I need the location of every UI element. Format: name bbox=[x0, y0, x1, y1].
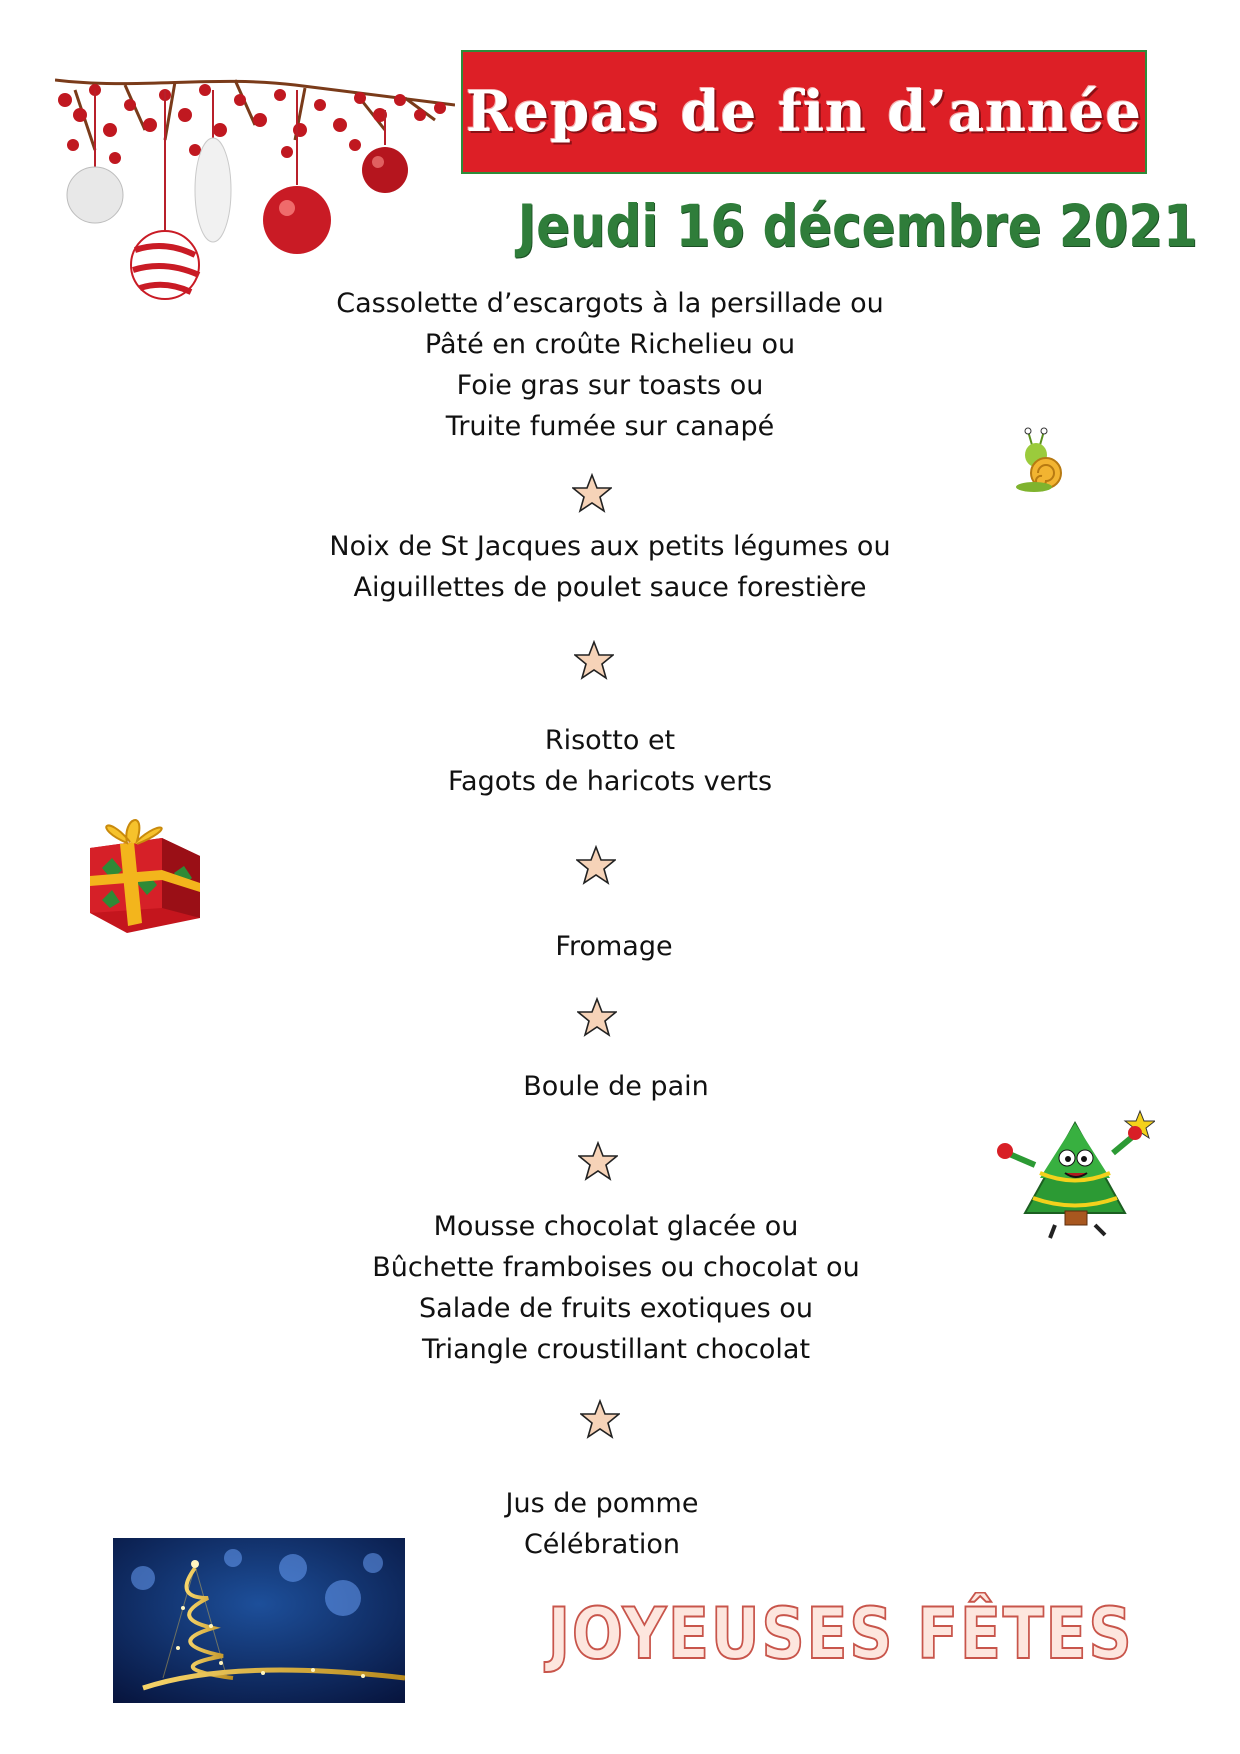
golden-christmas-tree-photo bbox=[113, 1538, 405, 1703]
menu-section-accompagnements bbox=[240, 720, 980, 802]
menu-item: Fagots de haricots verts bbox=[447, 766, 773, 797]
title-banner bbox=[461, 50, 1147, 174]
star-icon bbox=[578, 1141, 618, 1181]
menu-section-fromage bbox=[244, 926, 984, 967]
star-icon bbox=[574, 640, 614, 680]
star-icon bbox=[580, 1399, 620, 1439]
menu-item: Cassolette d’escargots à la persillade ou bbox=[336, 288, 884, 319]
menu-item: Boule de pain bbox=[523, 1071, 709, 1102]
christmas-ornaments-icon bbox=[55, 70, 455, 310]
event-date: Jeudi 16 décembre 2021 bbox=[517, 192, 1198, 260]
menu-item: Foie gras sur toasts ou bbox=[456, 370, 764, 401]
menu-item: Salade de fruits exotiques ou bbox=[419, 1293, 813, 1324]
menu-section-plats bbox=[240, 526, 980, 608]
menu-section-desserts bbox=[246, 1206, 986, 1370]
star-icon bbox=[577, 997, 617, 1037]
menu-item: Fromage bbox=[555, 931, 673, 962]
menu-section-entrees bbox=[240, 283, 980, 447]
menu-item: Triangle croustillant chocolat bbox=[421, 1334, 811, 1365]
menu-item: Jus de pomme bbox=[505, 1488, 699, 1519]
gift-icon bbox=[82, 808, 207, 938]
menu-item: Risotto et bbox=[544, 725, 676, 756]
page-title: Repas de fin d’année bbox=[465, 79, 1143, 145]
menu-item: Mousse chocolat glacée ou bbox=[433, 1211, 799, 1242]
menu-item: Bûchette framboises ou chocolat ou bbox=[372, 1252, 860, 1283]
star-icon bbox=[576, 845, 616, 885]
menu-section-pain bbox=[246, 1066, 986, 1107]
menu-item: Célébration bbox=[523, 1529, 681, 1560]
menu-item: Noix de St Jacques aux petits légumes ou bbox=[329, 531, 891, 562]
menu-item: Pâté en croûte Richelieu ou bbox=[424, 329, 796, 360]
snail-icon bbox=[1014, 425, 1064, 495]
star-icon bbox=[572, 473, 612, 513]
menu-item: Aiguillettes de poulet sauce forestière bbox=[353, 572, 867, 603]
menu-item: Truite fumée sur canapé bbox=[445, 411, 775, 442]
greeting-text: JOYEUSES FÊTES bbox=[547, 1593, 1134, 1675]
christmas-tree-character-icon bbox=[995, 1103, 1155, 1243]
